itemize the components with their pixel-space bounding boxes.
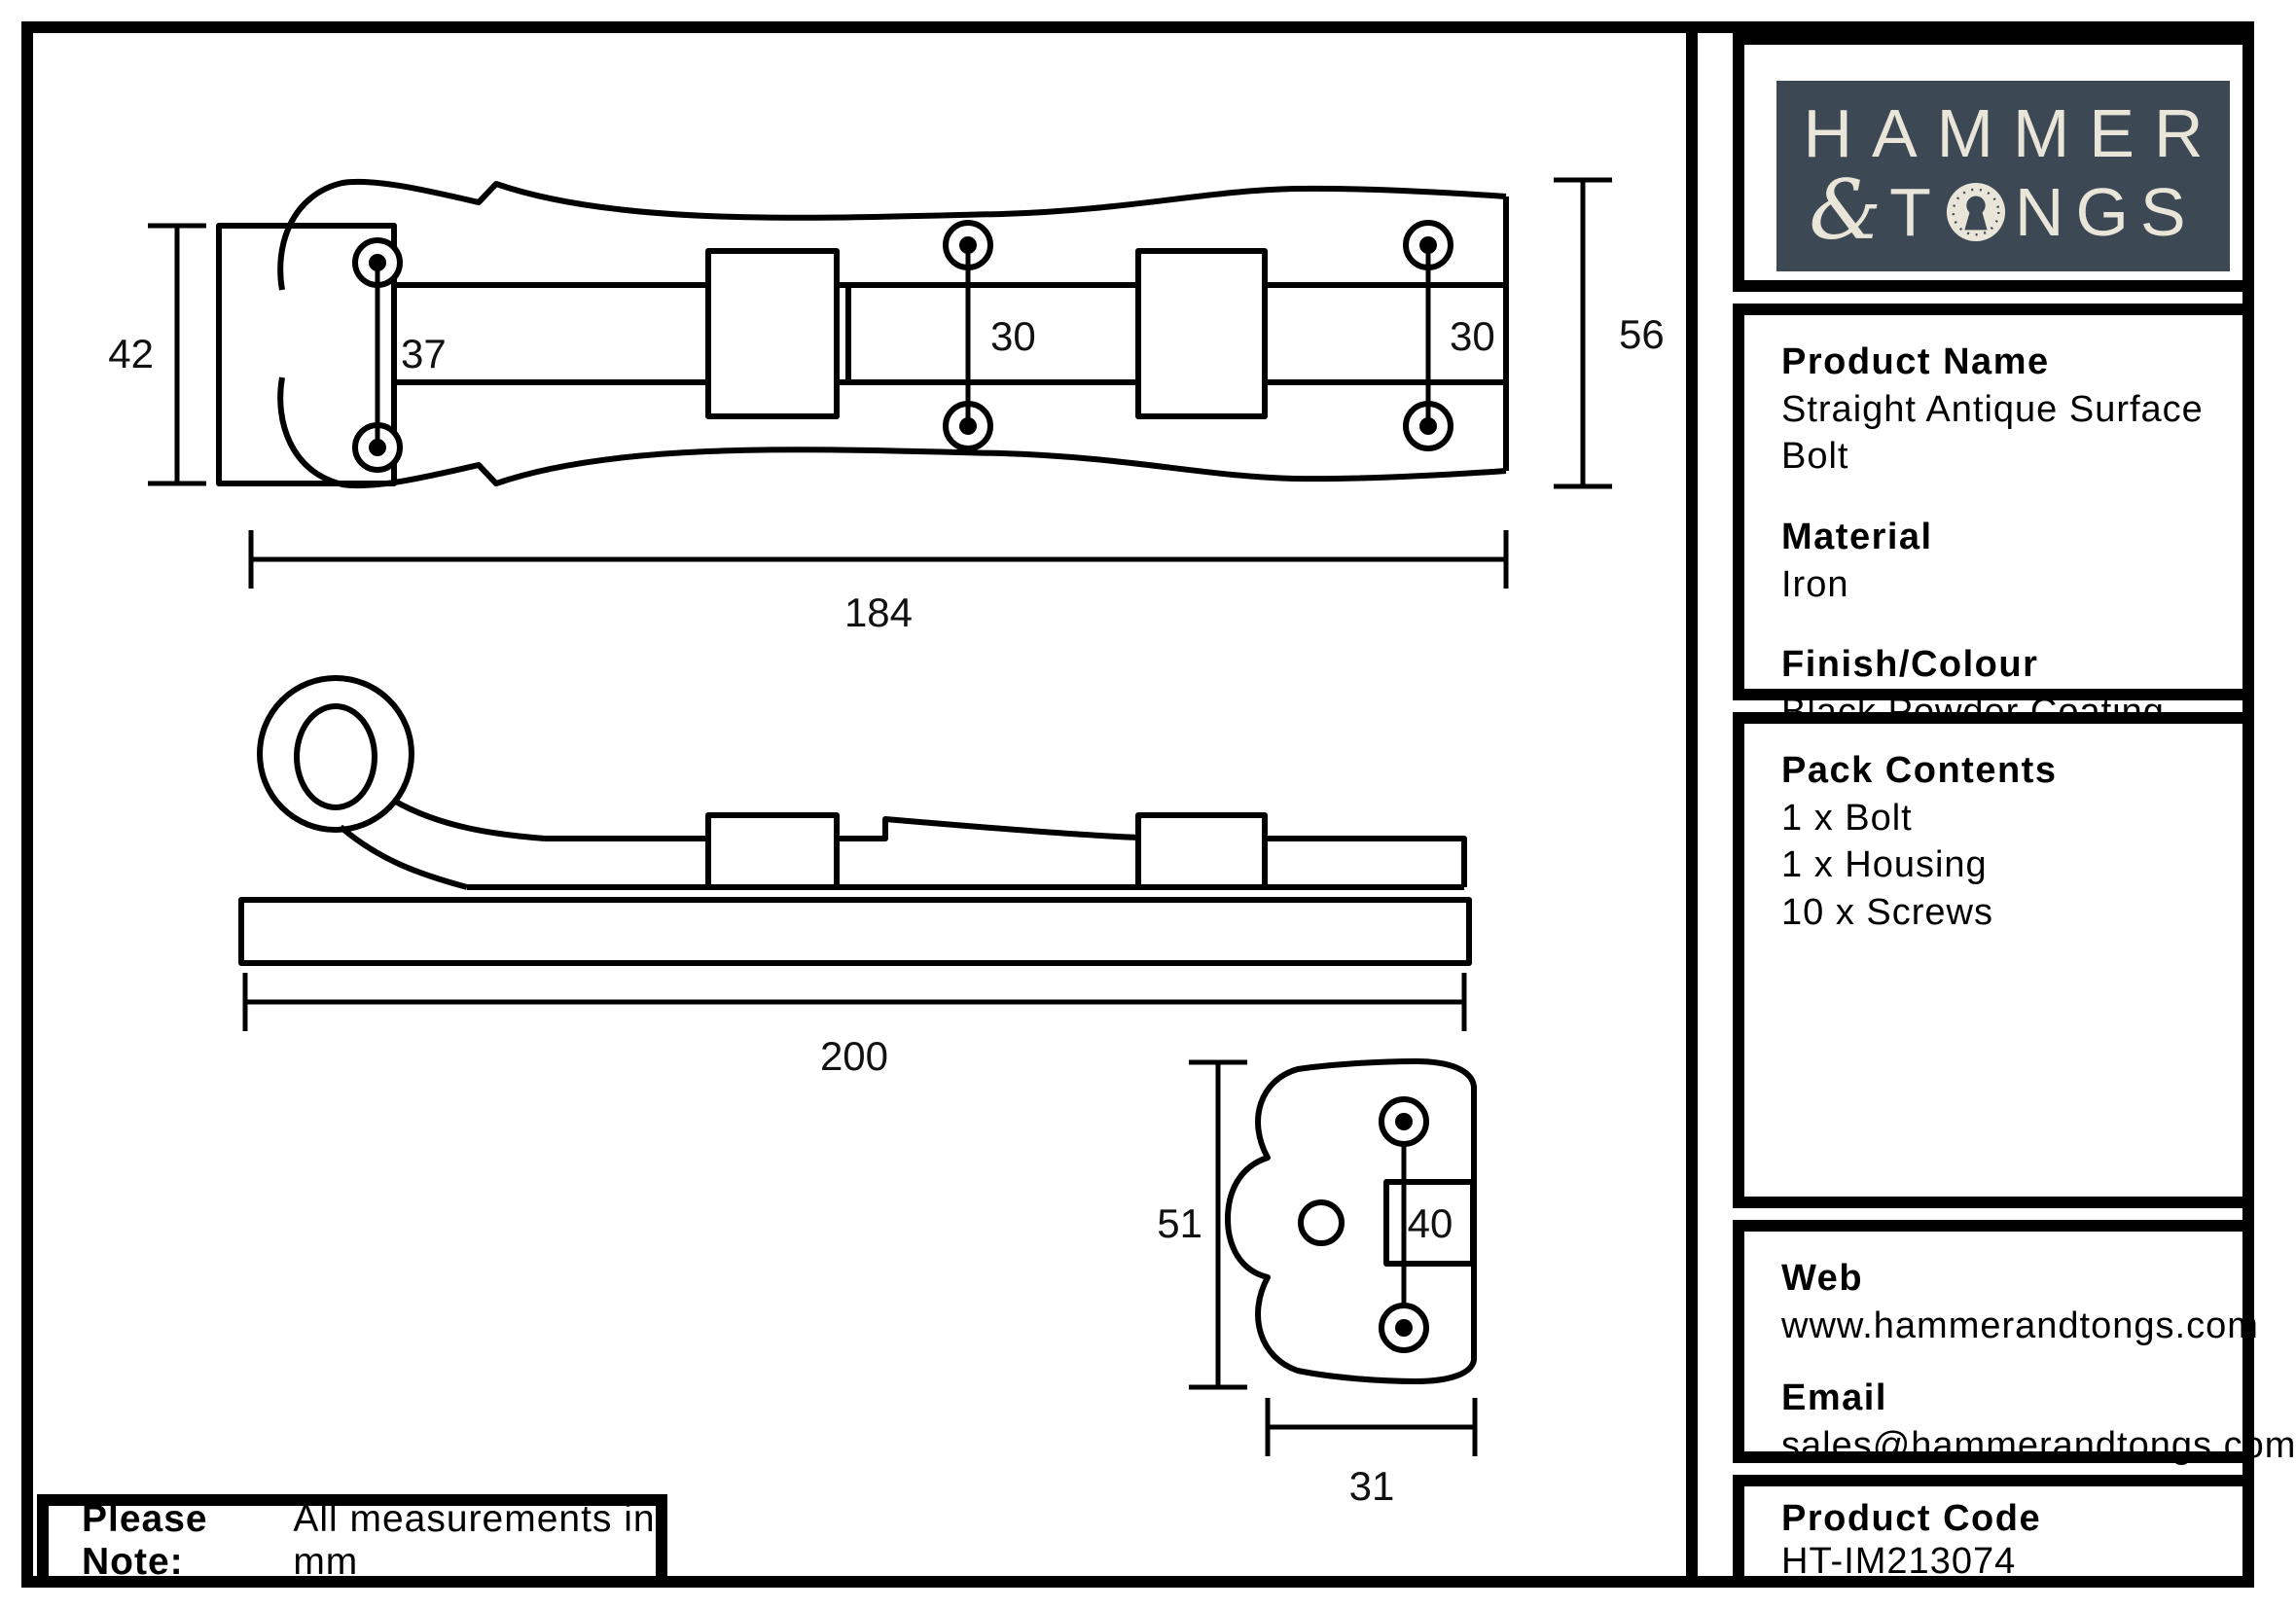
- dim-label-40: 40: [1407, 1200, 1453, 1246]
- measurements-note: [37, 1494, 667, 1588]
- material-value: Iron: [1781, 563, 1849, 605]
- dim-label-37: 37: [401, 331, 447, 376]
- logo-ngs-letters: NGS: [2014, 174, 2198, 250]
- dim-label-31: 31: [1348, 1463, 1395, 1509]
- guide-block-1: [708, 251, 837, 416]
- contact-box: [1733, 1220, 2296, 1466]
- top-view: [108, 180, 1664, 635]
- dim-label-30a: 30: [990, 313, 1036, 359]
- logo-hammer-text: HAMMER: [1803, 95, 2223, 171]
- dim-31: [1268, 1398, 1475, 1456]
- dim-label-30b: 30: [1450, 313, 1495, 359]
- dim-42: [148, 226, 206, 483]
- keeper-mid-hole: [1301, 1202, 1342, 1243]
- note-text: All measurements in mm: [293, 1498, 656, 1583]
- rod-right: [1265, 839, 1464, 887]
- logo-box: [1733, 33, 2254, 292]
- guide-block-1-side: [708, 815, 837, 887]
- dim-label-200: 200: [819, 1033, 889, 1079]
- logo-tongs-line: [1809, 162, 2198, 258]
- plate-top-edge: [280, 182, 1506, 290]
- product-name-label: Product Name: [1781, 341, 2050, 382]
- guide-block-2: [1138, 251, 1265, 416]
- dim-label-56: 56: [1619, 311, 1665, 357]
- web-value: www.hammerandtongs.com: [1781, 1305, 2259, 1346]
- product-name-value: Straight Antique Surface Bolt: [1781, 388, 2204, 478]
- rod-profile: [545, 819, 1138, 839]
- product-code-label: Product Code: [1781, 1498, 2042, 1539]
- dim-184: [251, 530, 1506, 589]
- pack-item: 1 x Housing: [1781, 844, 1988, 886]
- finish-label: Finish/Colour: [1781, 644, 2039, 686]
- product-code-box: [1733, 1475, 2254, 1588]
- dim-label-51: 51: [1157, 1200, 1202, 1246]
- handle-neck-inner: [341, 827, 467, 887]
- email-label: Email: [1781, 1377, 1887, 1419]
- pack-contents-box: [1733, 712, 2254, 1208]
- material-label: Material: [1781, 516, 1933, 557]
- guide-block-2-side: [1138, 815, 1265, 887]
- dim-56: [1554, 180, 1612, 486]
- pack-item: 1 x Bolt: [1781, 797, 1913, 839]
- note-label: Please Note:: [82, 1498, 208, 1583]
- dim-label-184: 184: [843, 590, 914, 635]
- end-view: [1157, 1061, 1475, 1509]
- base-plate: [241, 900, 1469, 963]
- email-value: sales@hammerandtongs.com: [1781, 1424, 2296, 1466]
- logo-t-letter: T: [1889, 174, 1943, 250]
- hammer-and-tongs-logo: [1776, 81, 2230, 271]
- pack-contents-label: Pack Contents: [1781, 750, 2058, 791]
- dim-200: [245, 973, 1464, 1031]
- side-view: [241, 678, 1469, 1079]
- web-label: Web: [1781, 1258, 1864, 1299]
- dim-label-42: 42: [108, 331, 154, 376]
- pack-item: 10 x Screws: [1781, 891, 1993, 933]
- keyhole-icon: [1945, 181, 2007, 243]
- product-info-box: [1733, 304, 2254, 700]
- product-code-value: HT-IM213074: [1781, 1540, 2017, 1582]
- handle-neck-outer: [394, 801, 545, 839]
- logo-ampersand: &: [1809, 162, 1883, 258]
- plate-bottom-edge: [280, 377, 1506, 485]
